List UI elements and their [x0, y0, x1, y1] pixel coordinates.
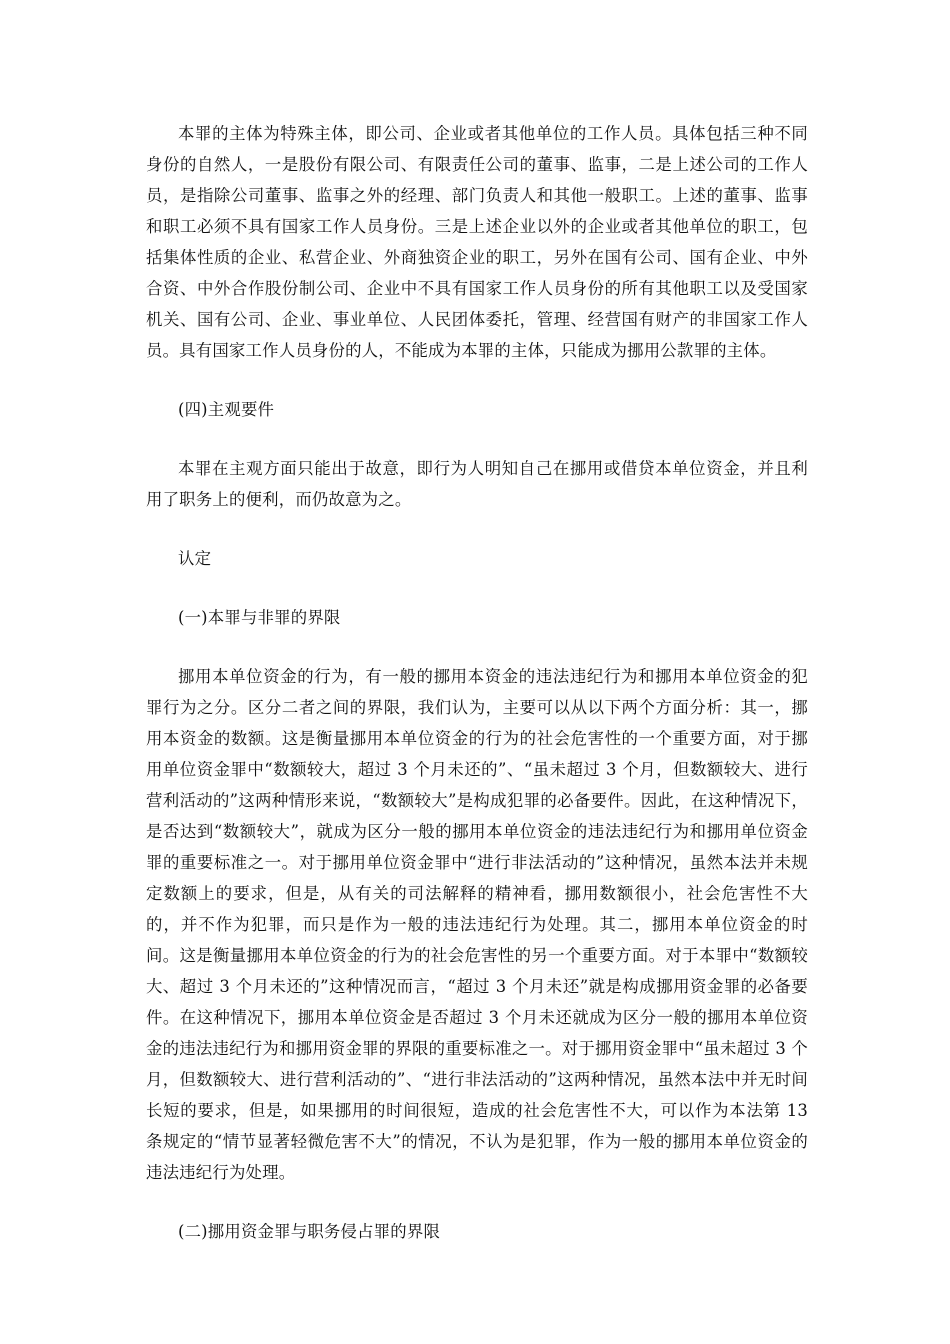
heading-subjective-elements: (四)主观要件 — [178, 400, 275, 419]
heading-crime-vs-noncrime: (一)本罪与非罪的界限 — [178, 608, 341, 627]
document-page — [146, 118, 808, 1247]
paragraph-subjective-intent: 本罪在主观方面只能出于故意，即行为人明知自己在挪用或借贷本单位资金，并且利用了职务上的便利，而仍故意为之。 — [146, 459, 808, 509]
paragraph-subject-of-crime: 本罪的主体为特殊主体，即公司、企业或者其他单位的工作人员。具体包括三种不同身份的自然人，一是股份有限公司、有限责任公司的董事、监事，二是上述公司的工作人员，是指除公司董事、监事之外的经理、部门负责人和其他一般职工。上述的董事、监事和职工必须不具有国家工作人员身份。三是上述企业以外的企业或者其他单位的职工，包括集体性质的企业、私营企业、外商独资企业的职工，另外在国有公司、国有企业、中外合资、中外合作股份制公司、企业中不具有国家工作人员身份的所有其他职工以及受国家机关、国有公司、企业、事业单位、人民团体委托，管理、经营国有财产的非国家工作人员。具有国家工作人员身份的人，不能成为本罪的主体，只能成为挪用公款罪的主体。 — [146, 124, 808, 360]
heading-misappropriation-vs-embezzlement: (二)挪用资金罪与职务侵占罪的界限 — [178, 1222, 441, 1241]
paragraph-crime-boundary: 挪用本单位资金的行为，有一般的挪用本资金的违法违纪行为和挪用本单位资金的犯罪行为之分。区分二者之间的界限，我们认为，主要可以从以下两个方面分析：其一，挪用本资金的数额。这是衡量挪用本单位资金的行为的社会危害性的一个重要方面，对于挪用单位资金罪中“数额较大，超过 3 个月未还的”、“虽未超过 3 个月，但数额较大、进行营利活动的”这两种情形来说，“数额较大”是构成犯罪的必备要件。因此，在这种情况下，是否达到“数额较大”，就成为区分一般的挪用本单位资金的违法违纪行为和挪用单位资金罪的重要标准之一。对于挪用单位资金罪中“进行非法活动的”这种情况，虽然本法并未规定数额上的要求，但是，从有关的司法解释的精神看，挪用数额很小，社会危害性不大的，并不作为犯罪，而只是作为一般的违法违纪行为处理。其二，挪用本单位资金的时间。这是衡量挪用本单位资金的行为的社会危害性的另一个重要方面。对于本罪中“数额较大、超过 3 个月未还的”这种情况而言，“超过 3 个月未还”就是构成挪用资金罪的必备要件。在这种情况下，挪用本单位资金是否超过 3 个月未还就成为区分一般的挪用本单位资金的违法违纪行为和挪用资金罪的界限的重要标准之一。对于挪用资金罪中“虽未超过 3 个月，但数额较大、进行营利活动的”、“进行非法活动的”这两种情况，虽然本法中并无时间长短的要求，但是，如果挪用的时间很短，造成的社会危害性不大，可以作为本法第 13 条规定的“情节显著轻微危害不大”的情况，不认为是犯罪，作为一般的挪用本单位资金的违法违纪行为处理。 — [146, 667, 808, 1182]
heading-determination: 认定 — [178, 549, 212, 568]
